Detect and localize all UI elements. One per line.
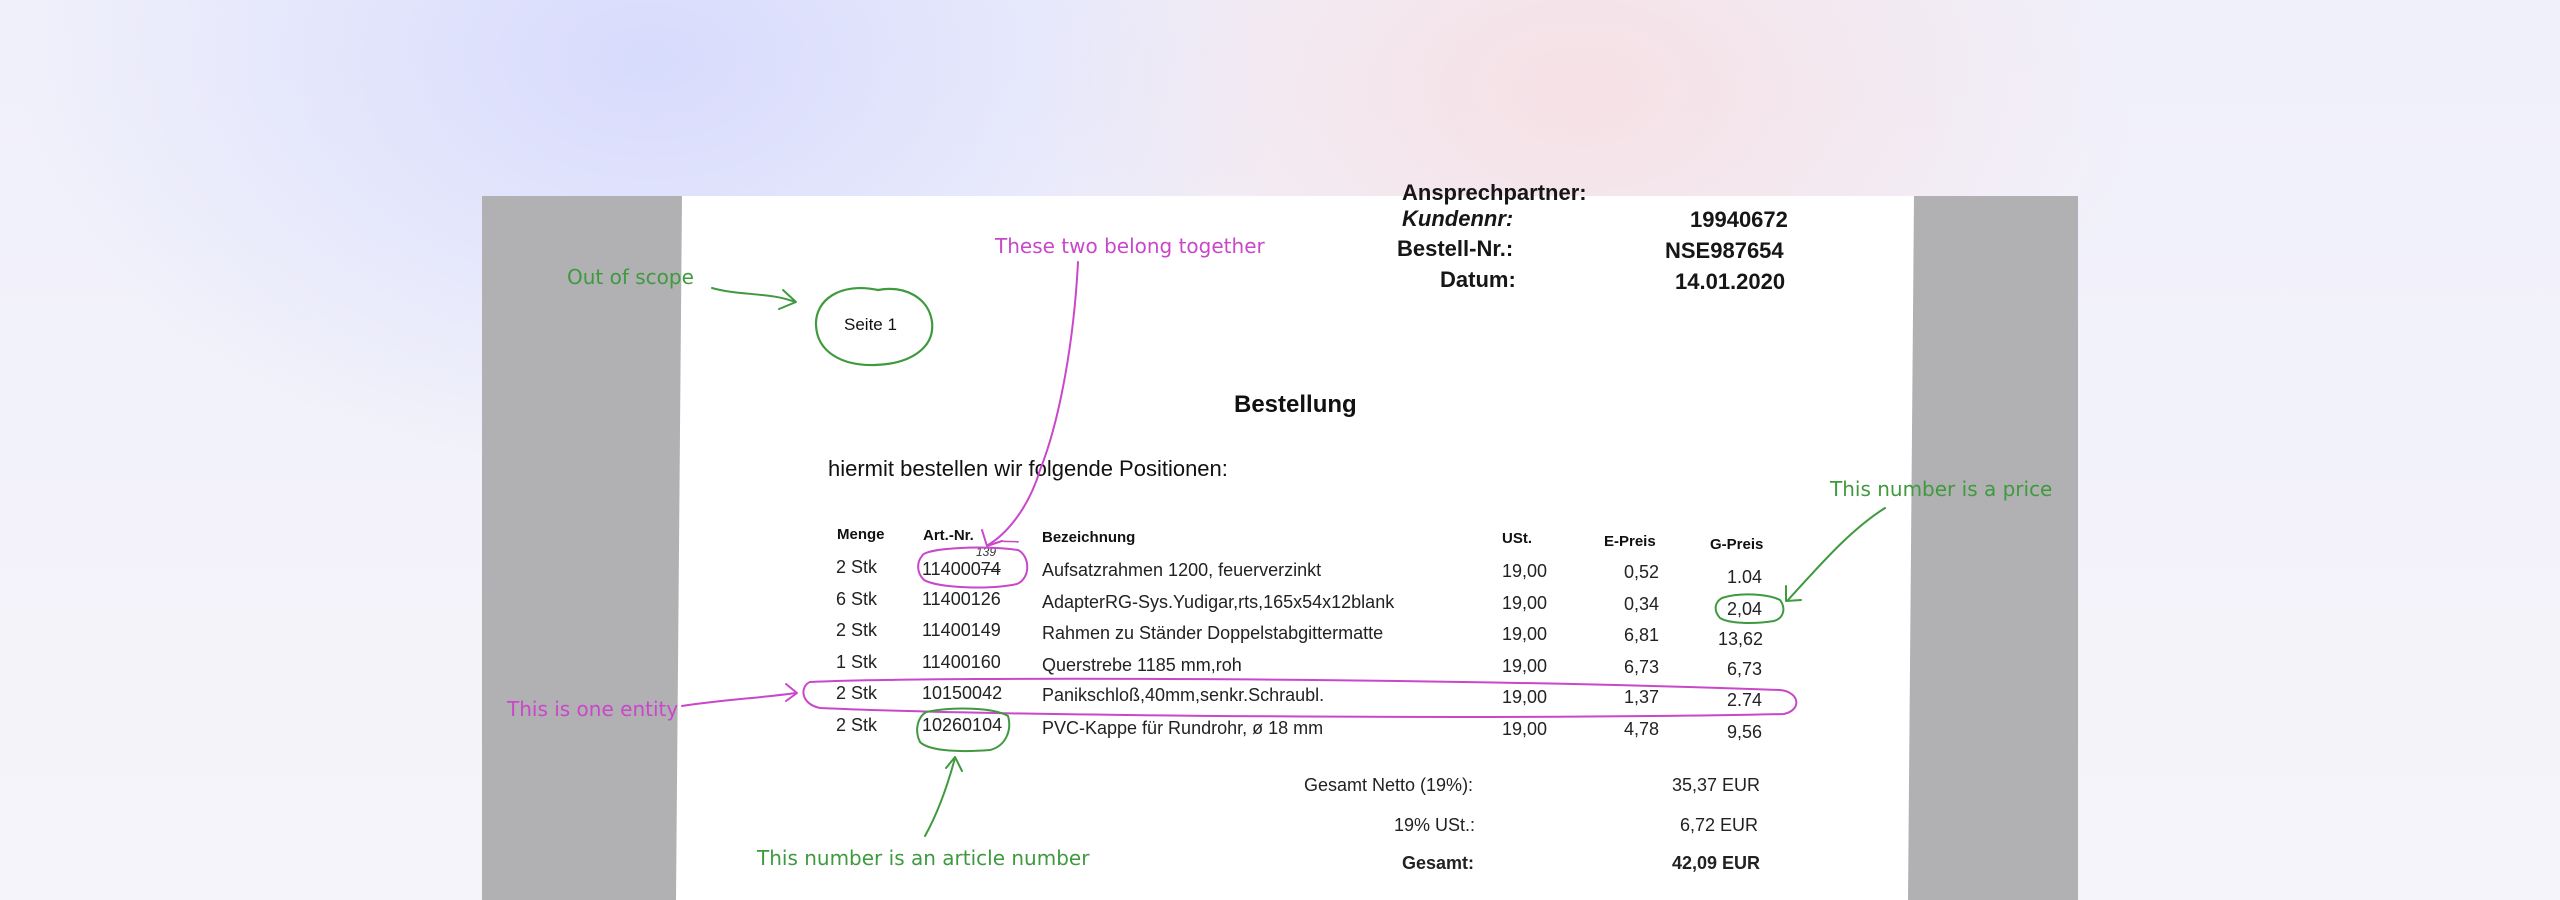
row4-menge: 1 Stk	[836, 652, 878, 672]
row4-bezeichnung: Querstrebe 1185 mm,roh	[1042, 655, 1242, 675]
grand-total-label: Gesamt:	[1402, 853, 1475, 873]
row5-e-preis: 1,37	[1624, 687, 1660, 707]
row6-g-preis: 9,56	[1727, 722, 1763, 742]
document-title: Bestellung	[1234, 391, 1357, 418]
order-number-value: NSE987654	[1665, 238, 1784, 263]
vat-label: 19% USt.:	[1394, 815, 1476, 835]
total-net-label: Gesamt Netto (19%):	[1304, 775, 1474, 795]
row5-ust: 19,00	[1502, 687, 1548, 707]
row3-e-preis: 6,81	[1624, 625, 1660, 645]
row4-g-preis: 6,73	[1727, 659, 1763, 679]
row1-e-preis: 0,52	[1624, 562, 1660, 582]
row5-menge: 2 Stk	[836, 683, 878, 703]
row5-bezeichnung: Panikschloß,40mm,senkr.Schraubl.	[1042, 685, 1325, 705]
col-header-art-nr: Art.-Nr.	[923, 527, 974, 544]
row2-bezeichnung: AdapterRG-Sys.Yudigar,rts,165x54x12blank	[1042, 592, 1395, 612]
row2-g-preis: 2,04	[1727, 599, 1763, 619]
row2-art-nr: 11400126	[922, 589, 1001, 609]
date-label: Datum:	[1440, 267, 1516, 292]
row6-menge: 2 Stk	[836, 715, 878, 735]
row3-g-preis: 13,62	[1718, 629, 1764, 649]
vat-value: 6,72 EUR	[1680, 815, 1759, 835]
row4-e-preis: 6,73	[1624, 657, 1660, 677]
row1-bezeichnung: Aufsatzrahmen 1200, feuerverzinkt	[1042, 560, 1322, 580]
row3-menge: 2 Stk	[836, 620, 878, 640]
row4-art-nr: 11400160	[922, 652, 1001, 672]
customer-number-value: 19940672	[1690, 207, 1788, 232]
row2-ust: 19,00	[1502, 593, 1548, 613]
intro-text: hiermit bestellen wir folgende Positionen:	[828, 456, 1228, 481]
annotation-out-of-scope: Out of scope	[567, 265, 694, 289]
col-header-ust: USt.	[1502, 530, 1532, 547]
row2-e-preis: 0,34	[1624, 594, 1660, 614]
row1-ust: 19,00	[1502, 561, 1548, 581]
row1-g-preis: 1.04	[1727, 567, 1763, 587]
annotation-price: This number is a price	[1830, 477, 2053, 501]
total-net-value: 35,37 EUR	[1672, 775, 1761, 795]
row1-art-correction: 139	[976, 545, 997, 559]
grand-total-value: 42,09 EUR	[1672, 853, 1761, 873]
contact-label-partial: Ansprechpartner:	[1402, 180, 1587, 205]
row6-ust: 19,00	[1502, 719, 1548, 739]
row3-bezeichnung: Rahmen zu Ständer Doppelstabgittermatte	[1042, 623, 1384, 643]
date-value: 14.01.2020	[1675, 269, 1786, 294]
row6-e-preis: 4,78	[1624, 719, 1660, 739]
row2-menge: 6 Stk	[836, 589, 878, 609]
row5-g-preis: 2.74	[1727, 690, 1763, 710]
paper-sheet	[482, 196, 2078, 900]
annotation-belong-together: These two belong together	[995, 234, 1265, 258]
col-header-menge: Menge	[837, 526, 885, 543]
annotation-article-number: This number is an article number	[757, 846, 1090, 870]
row1-menge: 2 Stk	[836, 557, 878, 577]
customer-number-label: Kundennr:	[1402, 206, 1514, 231]
row3-art-nr: 11400149	[922, 620, 1001, 640]
col-header-e-preis: E-Preis	[1604, 533, 1656, 550]
order-number-label: Bestell-Nr.:	[1397, 236, 1514, 261]
row6-art-nr: 10260104	[922, 715, 1003, 735]
row3-ust: 19,00	[1502, 624, 1548, 644]
row4-ust: 19,00	[1502, 656, 1548, 676]
col-header-g-preis: G-Preis	[1710, 536, 1764, 553]
row6-bezeichnung: PVC-Kappe für Rundrohr, ø 18 mm	[1042, 718, 1324, 738]
row1-art-nr: 11400074	[922, 559, 1001, 579]
page-label: Seite 1	[844, 315, 897, 334]
col-header-bezeichnung: Bezeichnung	[1042, 529, 1136, 546]
row5-art-nr: 10150042	[922, 683, 1003, 703]
scanned-document-viewport	[482, 180, 2078, 900]
annotation-one-entity: This is one entity	[507, 697, 679, 721]
